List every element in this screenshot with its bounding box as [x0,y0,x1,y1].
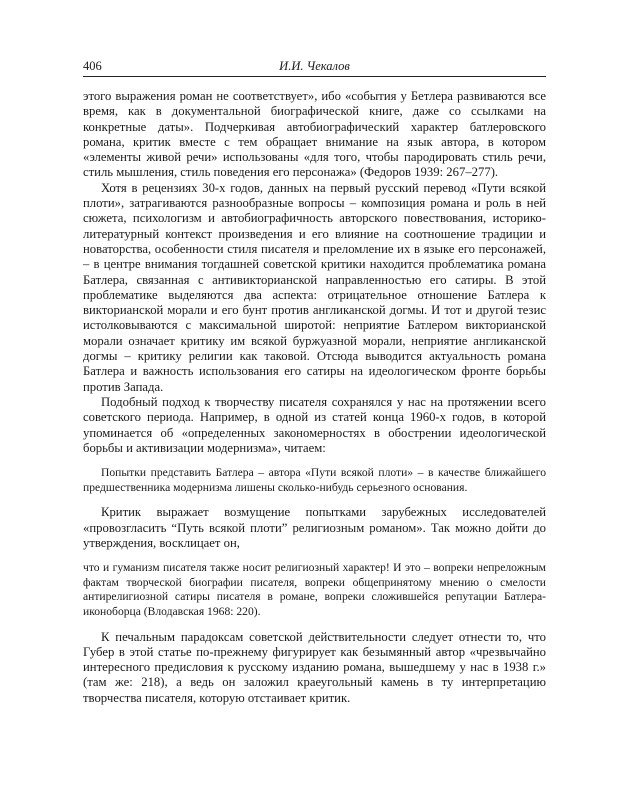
document-page [83,58,546,706]
page-number: 406 [83,59,102,73]
running-head-author: И.И. Чекалов [279,59,350,73]
running-header [83,58,546,77]
paragraph: Подобный подход к творчеству писателя сохранялся у нас на протяжении всего советского периода. Например, в одной из статей конца 1960-х годов, в которой упоминается об «определенных закономерностях в обострении идеологической борьбы и активизации модернизма», читаем: [83,394,546,455]
block-quote: что и гуманизм писателя также носит религиозный характер! И это – вопреки непреложным фактам творческой биографии писателя, вопреки общепринятому мнению о смелости антирелигиозной сатиры писателя в романе, вопреки сложившейся репутации Батлера-иконоборца (Влодавская 1968: 220). [83,561,546,618]
block-quote: Попытки представить Батлера – автора «Пути всякой плоти» – в качестве ближайшего предшественника модернизма лишены сколько-нибудь серьезного основания. [83,466,546,494]
paragraph: К печальным парадоксам советской действительности следует отнести то, что Губер в этой статье по-прежнему фигурирует как безымянный автор «чрезвычайно интересного предисловия к русскому изданию романа, вышедшему у нас в 1938 г.» (там же: 218), а ведь он заложил краеугольный камень в ту интерпретацию творчества писателя, которую отстаивает критик. [83,629,546,705]
paragraph-continuation: этого выражения роман не соответствует», ибо «события у Бетлера развиваются все время, как в документальной биографической книге, даже со ссылками на конкретные даты». Подчеркивая автобиографический характер батлеровского романа, критик вместе с тем обращает внимание на язык автора, в котором «элементы живой речи» использованы «для того, чтобы пародировать стиль речи, стиль мышления, стиль поведения его персонажа» (Федоров 1939: 267–277). [83,89,546,180]
body-text [83,89,546,706]
paragraph: Критик выражает возмущение попытками зарубежных исследователей «провозгласить “Путь всякой плоти” религиозным романом». Так можно дойти до утверждения, восклицает он, [83,505,546,550]
paragraph: Хотя в рецензиях 30-х годов, данных на первый русский перевод «Пути всякой плоти», затрагиваются разнообразные вопросы – композиция романа и роль в ней сюжета, психологизм и автобиографичность авторского повествования, историко-литературный контекст произведения и его влияние на соотношение традиции и новаторства, особенности стиля писателя и преломление их в языке его персонажей, – в центре внимания тогдашней советской критики находится проблематика романа Батлера, связанная с антивикторианской направленностью его сатиры. В этой проблематике выделяются два аспекта: отрицательное отношение Батлера к викторианской морали и его бунт против англиканской догмы. И тот и другой тезис истолковываются с максимальной широтой: неприятие Батлером викторианской морали означает критику им всякой буржуазной морали, неприятие англиканской догмы – критику религии как таковой. Отсюда выводится актуальность романа Батлера и важность использования его сатиры на идеологическом фронте борьбы против Запада. [83,180,546,394]
